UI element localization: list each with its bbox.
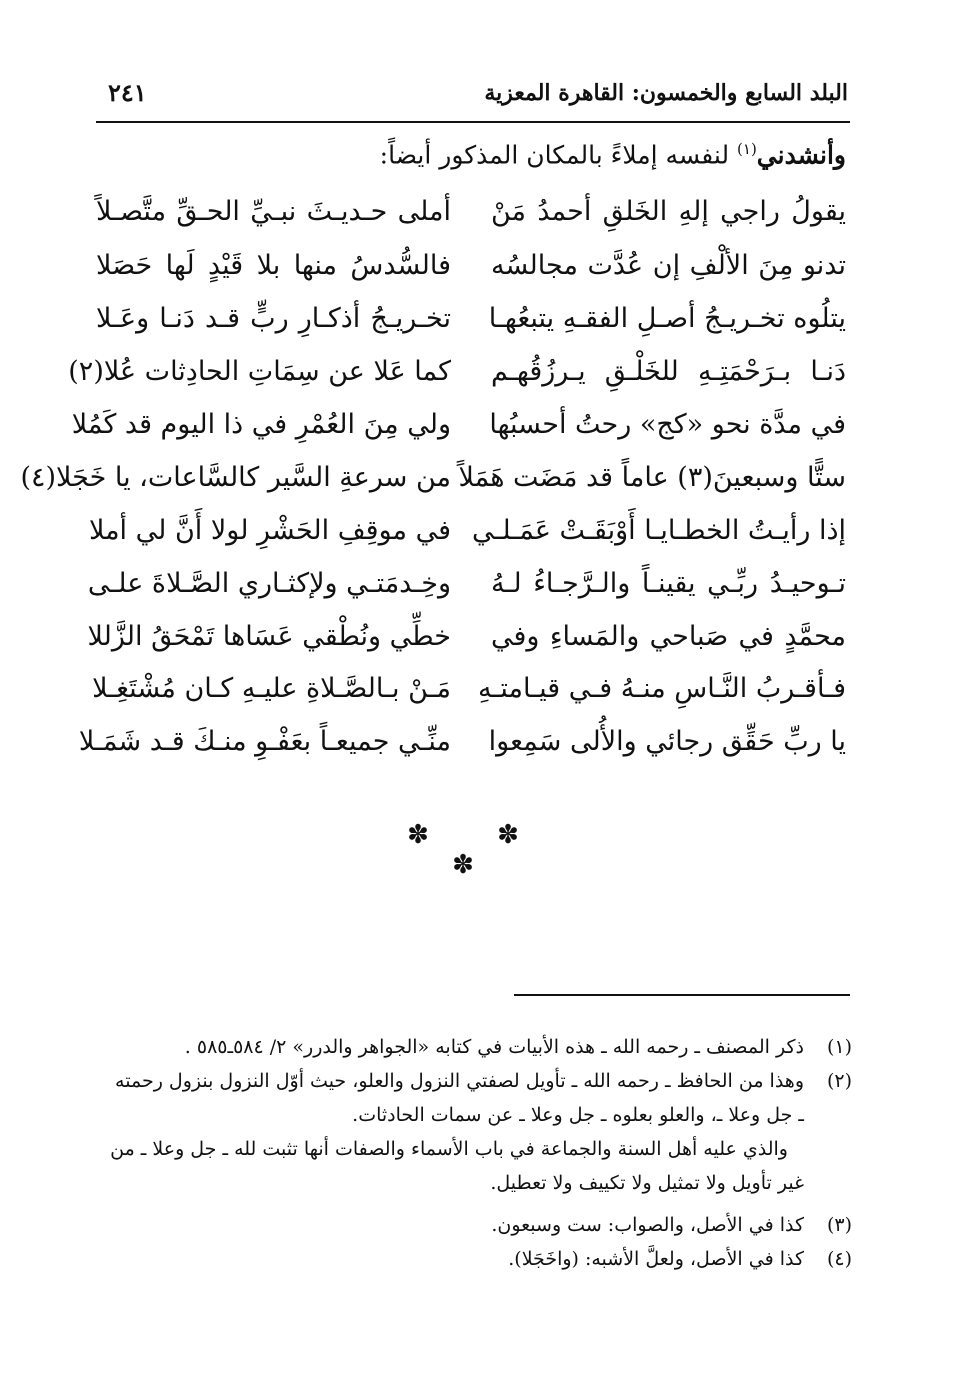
verse-first-hemistich: تدنو مِنَ الألْفِ إن عُدَّت مجالسُه xyxy=(491,250,846,281)
footnote-text: ذكر المصنف ـ رحمه الله ـ هذه الأبيات في كتابه «الجواهر والدرر» ٢/ ٥٨٤ـ٥٨٥ . xyxy=(184,1036,804,1058)
verse-first-hemistich: محمَّدٍ في صَباحي والمَساءِ وفي xyxy=(491,621,846,652)
verse-second-hemistich: خطِّي ونُطْقي عَسَاها تَمْحَقُ الزَّللا xyxy=(87,621,451,652)
verse-line xyxy=(71,409,850,449)
verse-second-hemistich: منِّـي جميعـاً بعَفْـوِ منـكَ قـد شَمَـلا xyxy=(78,726,451,757)
footnote xyxy=(106,1064,852,1200)
verse-second-hemistich: مَـنْ بـالصَّـلاةِ عليـهِ كـان مُشْتَغِـلا xyxy=(92,673,451,704)
verse-first-hemistich: تـوحيـدُ ربِّـي يقينـاً والـرَّجـاءُ لـهُ xyxy=(491,568,846,599)
verse-second-hemistich: وخِـدمَتـي ولإكثـاري الصَّـلاةَ علـى xyxy=(87,568,451,599)
verse-first-hemistich: في مدَّة نحو «كج» رحتُ أحسبُها xyxy=(489,409,846,440)
footnote-number: (١) xyxy=(826,1036,852,1058)
verse-line xyxy=(87,568,850,608)
verse-line xyxy=(96,196,850,236)
verse-line xyxy=(20,462,850,502)
verse-first-hemistich: يتلُوه تخـريـجُ أصـلِ الفقـهِ يتبعُهـا xyxy=(488,303,846,334)
section-divider-stars: ✽ ✽ ✽ xyxy=(407,820,549,880)
footnote xyxy=(106,1208,852,1242)
footnote-number: (٣) xyxy=(826,1214,852,1236)
verse-first-hemistich: يقولُ راجي إلهِ الخَلقِ أحمدُ مَنْ xyxy=(491,196,846,227)
verse-first-hemistich: يا ربِّ حَقِّق رجائي والأُلى سَمِعوا xyxy=(488,726,846,757)
verse-first-hemistich: دَنـا بـرَحْمَتِـهِ للخَلْـقِ يـرزُقُهـم xyxy=(491,356,846,387)
verse-line xyxy=(96,250,850,290)
footnote xyxy=(106,1030,852,1064)
verse-first-hemistich: إذا رأيـتُ الخطـايـا أَوْبَقَـتْ عَمَـلـي xyxy=(471,515,846,546)
footnote-text: كذا في الأصل، ولعلَّ الأشبه: (واخَجَلا). xyxy=(508,1248,804,1270)
footnote-number: (٢) xyxy=(826,1070,852,1092)
footnote-text: والذي عليه أهل السنة والجماعة في باب الأسماء والصفات أنها تثبت لله ـ جل وعلا ـ من غير تأويل ولا تمثيل ولا تكييف ولا تعطيل. xyxy=(110,1138,804,1194)
verse-line xyxy=(78,726,850,766)
verse-line xyxy=(96,303,850,343)
verse-second-hemistich: أملى حـديـثَ نبـيِّ الحـقِّ متَّصـلاً xyxy=(96,196,451,227)
header-rule xyxy=(96,121,850,123)
intro-text: لنفسه إملاءً بالمكان المذكور أيضاً: xyxy=(379,140,738,170)
intro-line xyxy=(106,140,846,169)
verse-first-hemistich: ستًّا وسبعينَ(٣) عاماً قد مَضَت هَمَلاً xyxy=(458,462,846,493)
verse-line xyxy=(87,621,850,661)
verse-second-hemistich: ولي مِنَ العُمْرِ في ذا اليوم قد كَمُلا xyxy=(71,409,451,440)
footnote-ref-1: (١) xyxy=(737,140,757,158)
running-header-title: البلد السابع والخمسون: القاهرة المعزية xyxy=(484,80,848,106)
footnote-rule xyxy=(514,994,850,996)
verse-line xyxy=(88,515,850,555)
page-number: ٢٤١ xyxy=(108,78,147,107)
verse-second-hemistich: كما عَلا عن سِمَاتِ الحادِثات عُلا(٢) xyxy=(68,356,451,387)
footnote-text: وهذا من الحافظ ـ رحمه الله ـ تأويل لصفتي النزول والعلو، حيث أوّل النزول بنزول رحمته ـ جل وعلا ـ، والعلو بعلوه ـ جل وعلا ـ عن سمات الحادثات. xyxy=(115,1070,804,1126)
verse-line xyxy=(68,356,850,396)
verse-second-hemistich: فالسُّدسُ منها بلا قَيْدٍ لَها حَصَلا xyxy=(96,250,451,281)
verse-second-hemistich: من سرعةِ السَّير كالسَّاعات، يا خَجَلا(٤) xyxy=(20,462,451,493)
verse-first-hemistich: فـأقـربُ النَّـاسِ منـهُ فـي قيـامتـهِ xyxy=(478,673,846,704)
intro-lead: وأنشدني xyxy=(756,140,846,170)
verse-line xyxy=(92,673,850,713)
footnote-number: (٤) xyxy=(826,1248,852,1270)
footnote-text: كذا في الأصل، والصواب: ست وسبعون. xyxy=(491,1214,804,1236)
verse-second-hemistich: في موقِفِ الحَشْرِ لولا أَنَّ لي أملا xyxy=(88,515,451,546)
verse-second-hemistich: تخـريـجُ أذكـارِ ربٍّ قـد دَنـا وعَـلا xyxy=(96,303,451,334)
footnote xyxy=(106,1242,852,1276)
